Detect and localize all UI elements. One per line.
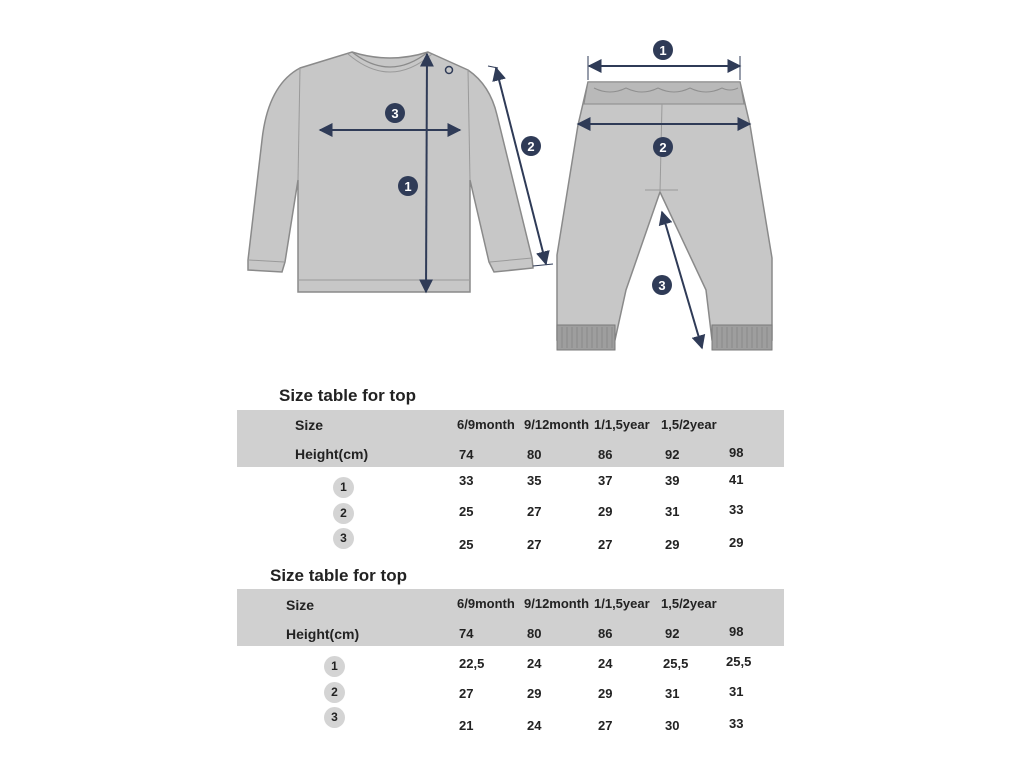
table-1-size-col-3: 1/1,5year	[594, 417, 650, 432]
table-1-r3-c4: 29	[665, 537, 680, 552]
table-1-r1-c3: 37	[598, 473, 613, 488]
table-1-r1-c5: 41	[729, 472, 744, 487]
table-1-r3-c2: 27	[527, 537, 542, 552]
table-1-r2-c5: 33	[729, 502, 744, 517]
table-1-r1-c2: 35	[527, 473, 542, 488]
table-1-row-2-marker: 2	[333, 503, 354, 524]
table-2-size-label: Size	[286, 597, 315, 613]
long-sleeve-top-drawing	[248, 52, 553, 292]
table-1-r3-c3: 27	[598, 537, 613, 552]
table-2-r2-c4: 31	[665, 686, 680, 701]
table-2-r2-c2: 29	[527, 686, 542, 701]
top-marker-1-label: 1	[404, 179, 412, 194]
table-1-r3-c1: 25	[459, 537, 474, 552]
pants-marker-2-label: 2	[659, 140, 667, 155]
table-1-height-4: 92	[665, 447, 680, 462]
table-2-r3-c2: 24	[527, 718, 542, 733]
table-1-size-label: Size	[295, 417, 324, 433]
table-2-height-5: 98	[729, 624, 744, 639]
table-1-size-col-1: 6/9month	[457, 417, 515, 432]
table-1-r2-c4: 31	[665, 504, 680, 519]
size-table-title-2	[270, 566, 407, 586]
table-2-r1-c5: 25,5	[726, 654, 752, 669]
garment-measurement-illustration	[0, 0, 1024, 370]
table-2-r3-c3: 27	[598, 718, 613, 733]
top-marker-2-label: 2	[527, 139, 535, 154]
table-1-row-1-marker: 1	[333, 477, 354, 498]
pants-marker-1-label: 1	[659, 43, 667, 58]
table-2-r2-c5: 31	[729, 684, 744, 699]
pants-drawing	[557, 56, 772, 350]
table-2-r1-c4: 25,5	[663, 656, 689, 671]
table-2-height-label: Height(cm)	[286, 626, 360, 642]
pants-marker-3-label: 3	[658, 278, 666, 293]
table-2-r1-c2: 24	[527, 656, 542, 671]
table-2-r2-c1: 27	[459, 686, 474, 701]
table-1-r3-c5: 29	[729, 535, 744, 550]
table-2-height-3: 86	[598, 626, 613, 641]
table-2-title-prefix: Size table for	[270, 566, 381, 585]
table-1-r2-c3: 29	[598, 504, 613, 519]
table-2-size-col-3: 1/1,5year	[594, 596, 650, 611]
table-1-r2-c2: 27	[527, 504, 542, 519]
table-1-size-col-4: 1,5/2year	[661, 417, 717, 432]
table-2-r3-c4: 30	[665, 718, 680, 733]
top-marker-3-label: 3	[391, 106, 399, 121]
table-1-title-prefix: Size table for	[279, 386, 390, 405]
table-2-title-emph: top	[380, 566, 407, 585]
table-1-size-col-2: 9/12month	[524, 417, 590, 432]
table-2-size-col-2: 9/12month	[524, 596, 590, 611]
table-2-row-3-marker: 3	[324, 707, 345, 728]
table-1-height-1: 74	[459, 447, 474, 462]
table-2-r1-c3: 24	[598, 656, 613, 671]
table-2-height-4: 92	[665, 626, 680, 641]
table-2-r3-c1: 21	[459, 718, 474, 733]
table-1-height-2: 80	[527, 447, 542, 462]
table-2-height-1: 74	[459, 626, 474, 641]
table-1-title-emph: top	[389, 386, 416, 405]
table-1-row-3-marker: 3	[333, 528, 354, 549]
table-2-r3-c5: 33	[729, 716, 744, 731]
table-2-row-2-marker: 2	[324, 682, 345, 703]
table-1-r2-c1: 25	[459, 504, 474, 519]
table-2-r1-c1: 22,5	[459, 656, 485, 671]
table-2-size-col-4: 1,5/2year	[661, 596, 717, 611]
table-2-row-1-marker: 1	[324, 656, 345, 677]
size-table-title-1	[279, 386, 416, 406]
table-1-height-label: Height(cm)	[295, 446, 369, 462]
table-2-r2-c3: 29	[598, 686, 613, 701]
table-1-height-3: 86	[598, 447, 613, 462]
table-1-r1-c1: 33	[459, 473, 474, 488]
table-1-height-5: 98	[729, 445, 744, 460]
table-2-size-col-1: 6/9month	[457, 596, 515, 611]
table-2-height-2: 80	[527, 626, 542, 641]
table-1-r1-c4: 39	[665, 473, 680, 488]
